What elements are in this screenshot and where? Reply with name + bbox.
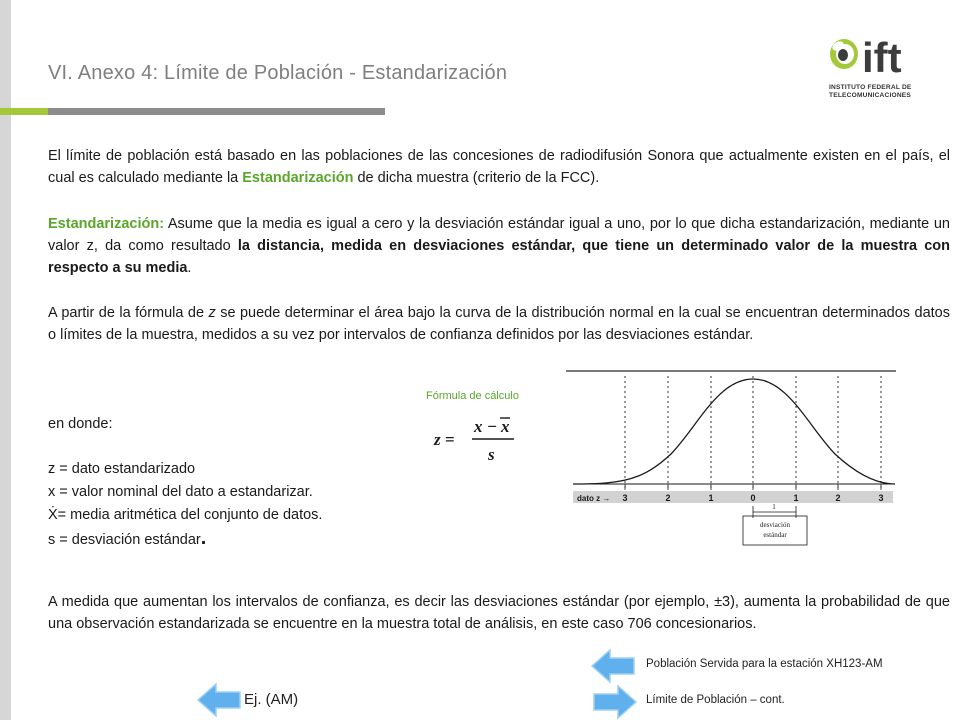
formula-lhs: z = — [434, 430, 455, 449]
bracket-value: 1 — [772, 503, 776, 511]
legend-item-s — [48, 527, 206, 551]
intro-paragraph — [48, 145, 950, 189]
z-axis-label: dato z → — [577, 494, 611, 503]
tick-label: 0 — [750, 493, 756, 503]
standardization-paragraph — [48, 213, 950, 279]
ift-logo-mark — [830, 39, 858, 69]
confidence-paragraph: A medida que aumentan los intervalos de confianza, es decir las desviaciones estándar (por ejemplo, ±3), aumenta la probabilidad de que una observación estandarizada se encuentre en la muestra total de análisis, en este caso 706 concesionarios. — [48, 594, 950, 632]
legend-item-mean: Ẋ= media aritmética del conjunto de datos. — [48, 507, 323, 523]
intro-highlight: Estandarización — [242, 170, 354, 186]
tick-label: 1 — [793, 493, 799, 503]
intro-text-a: El límite de población está basado en las poblaciones de las concesiones de radiodifusión Sonora que actualmente existen en el país, el cual es calculado mediante la — [48, 148, 950, 186]
z-formula-italic: z — [208, 305, 216, 321]
tick-label: 1 — [708, 493, 714, 503]
nav-next-label[interactable]: Límite de Población – cont. — [646, 694, 785, 706]
bracket-label-line1: desviación — [760, 521, 790, 529]
formula-numerator-a: x − — [474, 417, 498, 436]
ift-logo-subtitle-line1: INSTITUTO FEDERAL DE — [829, 84, 912, 91]
z-axis-band — [573, 491, 893, 503]
bell-curve — [573, 379, 895, 484]
ift-logo-subtitle — [829, 84, 912, 100]
intro-text-b: de dicha muestra (criterio de la FCC). — [353, 170, 600, 186]
left-arrow-icon — [198, 684, 240, 716]
standardization-text-b: . — [187, 260, 192, 276]
nav-link-poblacion[interactable]: Población Servida para la estación XH123-AM — [646, 658, 883, 670]
legend-item-x: x = valor nominal del dato a estandarizar. — [48, 484, 313, 500]
formula-numerator-b: x — [501, 417, 510, 436]
title-underline-accent — [0, 108, 48, 115]
sigma-guide-lines — [625, 376, 881, 492]
z-axis-tick-marks — [625, 484, 881, 490]
nav-next-arrow[interactable] — [592, 684, 638, 720]
ift-logo-subtitle-line2: TELECOMUNICACIONES — [829, 92, 911, 99]
z-formula-text-a: A partir de la fórmula de — [48, 305, 209, 321]
legend-item-z: z = dato estandarizado — [48, 461, 196, 477]
standardization-text-a: Asume que la media es igual a cero y la desviación estándar igual a uno, por lo que dicha estandarización, mediante un valor z, da como resultado — [48, 216, 950, 254]
nav-link-poblacion-arrow[interactable] — [590, 648, 636, 684]
standardization-label: Estandarización: — [48, 216, 165, 232]
tick-label: 3 — [622, 493, 628, 503]
normal-distribution-figure — [563, 368, 899, 550]
bracket-labels — [760, 503, 790, 539]
tick-label: 2 — [835, 493, 841, 503]
ift-logo-text: ift — [862, 34, 902, 81]
z-formula — [430, 412, 530, 468]
formula-caption: Fórmula de cálculo — [426, 390, 519, 402]
formula-denominator: s — [488, 445, 495, 464]
z-formula-paragraph — [48, 302, 950, 346]
nav-back-label[interactable]: Ej. (AM) — [244, 691, 299, 708]
right-arrow-icon — [594, 686, 636, 718]
z-formula-text-b: se puede determinar el área bajo la curva de la distribución normal en la cual se encuentran determinados datos o límites de la muestra, medidos a su vez por intervalos de confianza definidos por las desviaciones estándar. — [48, 305, 950, 343]
bracket-label-line2: estándar — [763, 531, 787, 539]
tick-label: 2 — [665, 493, 671, 503]
legend-heading: en donde: — [48, 416, 113, 432]
legend-item-s-text: s = desviación estándar — [48, 532, 201, 548]
standardization-bold: la distancia, medida en desviaciones estándar, que tiene un determinado valor de la muestra con respecto a su media — [48, 238, 950, 276]
legend-item-s-mark: . — [200, 527, 207, 549]
page-title: VI. Anexo 4: Límite de Población - Estandarización — [48, 62, 508, 84]
nav-back-arrow[interactable] — [196, 682, 242, 718]
tick-label: 3 — [878, 493, 884, 503]
title-underline — [0, 108, 385, 115]
left-arrow-icon — [592, 650, 634, 682]
